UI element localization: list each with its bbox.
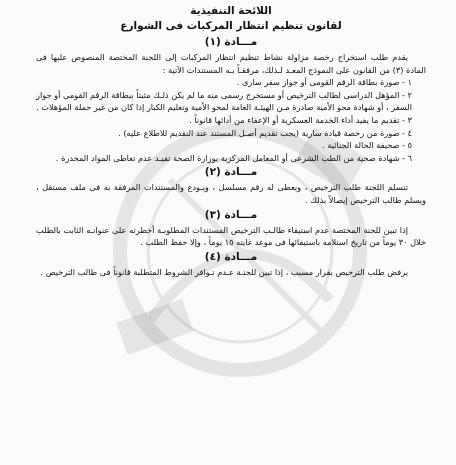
article-4-text: يرفض طلب الترخيص بقرار مسبب ، إذا تبين للجنـة عـدم تـوافر الشروط المتطلبة قانوناً فى طالب الترخيص .	[40, 266, 408, 277]
article-1-text: يقدم طلب استخراج رخصة مزاولة نشاط تنظيم انتظار المركبات إلى اللجنة المختصة المنصوص عليها فى المادة (٣) من القانون على النموذج المعـد لـذلك، مرفقـاً بـه المستندات الآتية :	[36, 52, 426, 75]
article-2-text: تتسلم اللجنة طلب الترخيص ، ويعطى له رقم مسلسل ، ويـودع والمستندات المرفقة به فى ملف مستقل ، ويسلم طالب الترخيص إيصالاً بذلك .	[36, 182, 426, 205]
article-2-heading: مـــادة (٢)	[204, 166, 258, 179]
article-3-heading: مـــادة (٣)	[204, 208, 258, 221]
document-content	[36, 4, 426, 278]
article-1-heading: مـــادة (١)	[204, 36, 258, 48]
article-1-item-2: ٢ - المؤهل الدراسى لطالب الترخيص أو مستخرج رسمى منه ما لم يكن ذلـك مثبتاً ببطاقة الرقم القومى أو جواز السفر ، أو شهادة محو الأمية صادرة مـن الهيئـة العامة لمحو الأمية وتعليم الكبار إذا كان من غير حملة المؤهلات .	[35, 89, 412, 113]
article-4-heading: مـــادة (٤)	[204, 250, 258, 263]
article-1-item-5: ٥ - صحيفة الحالة الجنائية .	[322, 140, 412, 151]
article-1-item-3: ٣ - تقديم ما يفيد أداء الخدمة العسكرية أو الإعفاء من أدائها قانوناً .	[189, 114, 412, 125]
article-3-text: إذا تبين للجنة المختصة عدم استيفاء طالـب الترخيص المستندات المطلوبـة أخطرته على عنوانـه الثابت بالطلب خلال ٣٠ يوماً من تاريخ استلامه باستيفائها فى موعد غايته ١٥ يوماً ، وإلا حفظ الطلب .	[36, 224, 426, 248]
article-1-item-6: ٦ - شهادة صحية من الطب الشرعى أو المعامل المركزية بوزارة الصحة تفيـد عدم تعاطى المواد المخدرة .	[55, 152, 412, 163]
article-1-item-4: ٤ - صورة من رخصة قيادة سارية (يجب تقديم أصـل المستند عند التقديم للاطلاع عليه) .	[118, 127, 412, 138]
document-title: اللائحة التنفيذية	[190, 5, 272, 17]
article-1-item-1: ١ - صورة بطاقة الرقم القومى أو جواز سفر سارى .	[236, 77, 412, 88]
document-subtitle: لقانون تنظيم انتظار المركبات فى الشوارع	[120, 20, 342, 32]
